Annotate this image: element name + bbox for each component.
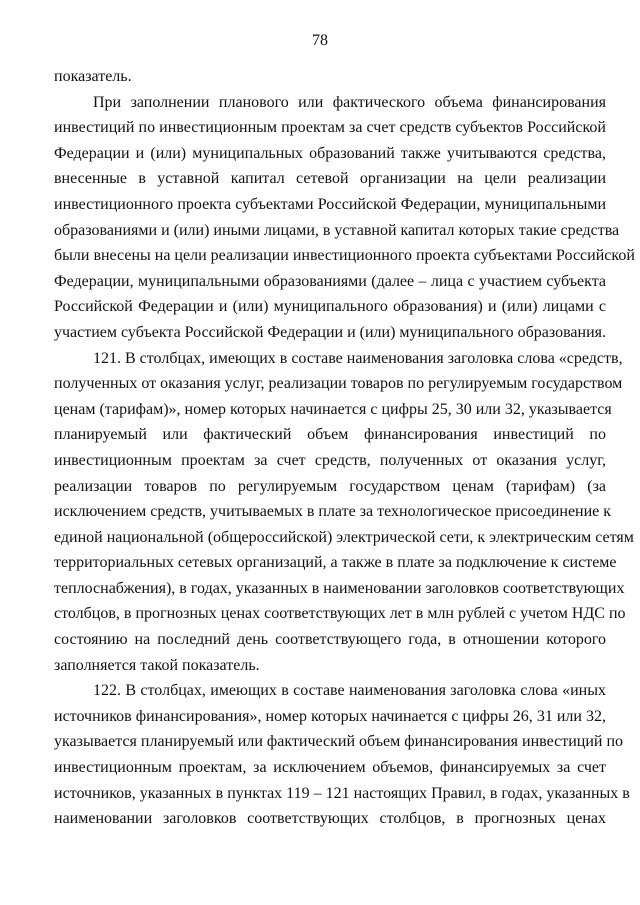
text-line: Федерации и (или) муниципальных образований также учитываются средства, — [54, 144, 606, 162]
text-line: территориальных сетевых организаций, а также в плате за подключение к системе — [54, 554, 617, 572]
text-line: При заполнении планового или фактического объема финансирования — [93, 93, 606, 111]
text-line: столбцов, в прогнозных ценах соответствующих лет в млн рублей с учетом НДС по — [54, 605, 626, 623]
text-line: участием субъекта Российской Федерации и (или) муниципального образования. — [54, 323, 607, 341]
paragraph — [54, 678, 630, 832]
text-line: ценам (тарифам)», номер которых начинается с цифры 25, 30 или 32, указывается — [54, 400, 612, 418]
text-line: внесенные в уставной капитал сетевой организации на цели реализации — [54, 170, 606, 188]
text-line: Российской Федерации и (или) муниципального образования) и (или) лицами с — [54, 298, 606, 316]
text-line: источников, указанных в пунктах 119 – 121 настоящих Правил, в годах, указанных в — [54, 784, 630, 802]
text-line: указывается планируемый или фактический объем финансирования инвестиций по — [54, 733, 624, 751]
document-body — [54, 64, 635, 832]
text-line: 122. В столбцах, имеющих в составе наименования заголовка слова «иных — [93, 682, 606, 700]
text-line: 121. В столбцах, имеющих в составе наименования заголовка слова «средств, — [93, 349, 623, 367]
page-number: 78 — [312, 32, 328, 49]
text-line: полученных от оказания услуг, реализации товаров по регулируемым государством — [54, 375, 623, 393]
text-line: показатель. — [54, 68, 132, 85]
text-line: заполняется такой показатель. — [54, 656, 260, 674]
paragraph — [54, 90, 635, 346]
paragraph — [54, 64, 606, 90]
text-line: наименовании заголовков соответствующих столбцов, в прогнозных ценах — [54, 810, 606, 828]
text-line: планируемый или фактический объем финансирования инвестиций по — [54, 426, 606, 444]
text-line: реализации товаров по регулируемым государством ценам (тарифам) (за — [54, 477, 606, 495]
text-line: источников финансирования», номер которых начинается с цифры 26, 31 или 32, — [54, 707, 606, 725]
text-line: образованиями и (или) иными лицами, в уставной капитал которых такие средства — [54, 221, 620, 239]
text-line: инвестиций по инвестиционным проектам за счет средств субъектов Российской — [54, 119, 606, 137]
text-line: исключением средств, учитываемых в плате за технологическое присоединение к — [54, 503, 612, 521]
text-line: инвестиционным проектам, за исключением объемов, финансируемых за счет — [54, 759, 606, 777]
text-line: были внесены на цели реализации инвестиционного проекта субъектами Российской — [54, 247, 635, 265]
text-line: единой национальной (общероссийской) электрической сети, к электрическим сетям — [54, 528, 634, 546]
paragraph — [54, 346, 634, 679]
text-line: инвестиционного проекта субъектами Российской Федерации, муниципальными — [54, 195, 606, 213]
text-line: состоянию на последний день соответствующего года, в отношении которого — [54, 631, 606, 649]
text-line: инвестиционным проектам за счет средств, полученных от оказания услуг, — [54, 451, 606, 469]
text-line: теплоснабжения), в годах, указанных в наименовании заголовков соответствующих — [54, 579, 625, 597]
text-line: Федерации, муниципальными образованиями (далее – лица с участием субъекта — [54, 272, 606, 290]
